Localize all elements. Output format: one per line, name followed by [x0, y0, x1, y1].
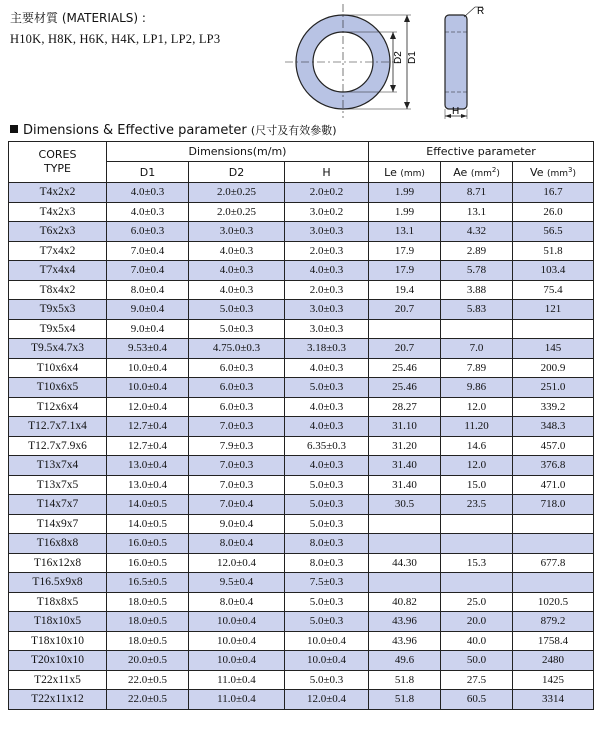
cell-ae: 7.89: [441, 358, 513, 378]
table-row: [9, 670, 594, 690]
cell-d2: 9.5±0.4: [189, 573, 285, 593]
cell-type: T18x8x5: [9, 592, 107, 612]
cell-d1: 8.0±0.4: [107, 280, 189, 300]
cell-d2: 10.0±0.4: [189, 631, 285, 651]
cell-d2: 12.0±0.4: [189, 553, 285, 573]
cell-d1: 13.0±0.4: [107, 475, 189, 495]
cell-d2: 2.0±0.25: [189, 202, 285, 222]
cell-ve: 200.9: [513, 358, 594, 378]
cell-d2: 9.0±0.4: [189, 514, 285, 534]
cell-d1: 20.0±0.5: [107, 651, 189, 671]
header-dimensions: Dimensions(m/m): [107, 142, 369, 162]
materials-list: H10K, H8K, H6K, H4K, LP1, LP2, LP3: [10, 32, 221, 46]
cell-d1: 7.0±0.4: [107, 261, 189, 281]
cell-le: 44.30: [369, 553, 441, 573]
table-row: [9, 378, 594, 398]
cell-d1: 14.0±0.5: [107, 495, 189, 515]
cell-le: 1.99: [369, 202, 441, 222]
cell-d2: 6.0±0.3: [189, 378, 285, 398]
cell-h: 4.0±0.3: [285, 397, 369, 417]
cell-ae: 2.89: [441, 241, 513, 261]
cell-type: T22x11x12: [9, 690, 107, 710]
cell-ae: 4.32: [441, 222, 513, 242]
cell-type: T18x10x10: [9, 631, 107, 651]
cell-type: T9x5x4: [9, 319, 107, 339]
cell-h: 3.0±0.3: [285, 222, 369, 242]
cell-h: 8.0±0.3: [285, 553, 369, 573]
table-row: [9, 553, 594, 573]
cell-h: 4.0±0.3: [285, 456, 369, 476]
cell-ae: 9.86: [441, 378, 513, 398]
header-row-groups: [9, 142, 594, 162]
table-row: [9, 495, 594, 515]
cell-h: 4.0±0.3: [285, 417, 369, 437]
cell-ae: 3.88: [441, 280, 513, 300]
cell-ae: 13.1: [441, 202, 513, 222]
cell-d1: 18.0±0.5: [107, 592, 189, 612]
cell-d1: 12.7±0.4: [107, 436, 189, 456]
cell-type: T9x5x3: [9, 300, 107, 320]
cell-ve: 339.2: [513, 397, 594, 417]
cell-d2: 6.0±0.3: [189, 358, 285, 378]
cell-le: [369, 573, 441, 593]
cell-type: T16.5x9x8: [9, 573, 107, 593]
cell-d2: 6.0±0.3: [189, 397, 285, 417]
cell-le: 20.7: [369, 339, 441, 359]
cell-type: T10x6x5: [9, 378, 107, 398]
cell-type: T7x4x2: [9, 241, 107, 261]
cell-type: T12.7x7.9x6: [9, 436, 107, 456]
table-row: [9, 514, 594, 534]
table-row: [9, 319, 594, 339]
cell-h: 3.18±0.3: [285, 339, 369, 359]
cell-type: T4x2x2: [9, 183, 107, 203]
cell-h: 2.0±0.3: [285, 280, 369, 300]
cell-ve: 56.5: [513, 222, 594, 242]
cell-h: 2.0±0.2: [285, 183, 369, 203]
cell-le: 43.96: [369, 631, 441, 651]
table-row: [9, 456, 594, 476]
cell-d1: 4.0±0.3: [107, 202, 189, 222]
cell-d1: 14.0±0.5: [107, 514, 189, 534]
cell-h: 5.0±0.3: [285, 514, 369, 534]
cell-d1: 12.0±0.4: [107, 397, 189, 417]
cell-type: T16x8x8: [9, 534, 107, 554]
cell-h: 4.0±0.3: [285, 358, 369, 378]
cell-le: 31.40: [369, 456, 441, 476]
cell-type: T14x7x7: [9, 495, 107, 515]
cell-le: 30.5: [369, 495, 441, 515]
cell-d1: 12.7±0.4: [107, 417, 189, 437]
cell-le: 28.27: [369, 397, 441, 417]
cell-d1: 18.0±0.5: [107, 631, 189, 651]
table-row: [9, 280, 594, 300]
cell-d1: 16.0±0.5: [107, 534, 189, 554]
cell-d2: 7.0±0.3: [189, 475, 285, 495]
ring-side-view: [445, 7, 483, 119]
cell-ve: 1758.4: [513, 631, 594, 651]
cell-d1: 22.0±0.5: [107, 670, 189, 690]
cell-ae: [441, 534, 513, 554]
table-row: [9, 475, 594, 495]
cell-type: T13x7x5: [9, 475, 107, 495]
cell-ve: 26.0: [513, 202, 594, 222]
cell-d1: 9.53±0.4: [107, 339, 189, 359]
cell-d1: 16.0±0.5: [107, 553, 189, 573]
section-title: [10, 122, 337, 138]
cell-d1: 16.5±0.5: [107, 573, 189, 593]
cell-d1: 9.0±0.4: [107, 300, 189, 320]
cell-type: T8x4x2: [9, 280, 107, 300]
cell-ve: [513, 573, 594, 593]
cell-ve: 16.7: [513, 183, 594, 203]
cell-h: 5.0±0.3: [285, 378, 369, 398]
cell-d2: 10.0±0.4: [189, 651, 285, 671]
section-subtitle-cn: (尺寸及有效參數): [250, 124, 337, 137]
cell-type: T6x2x3: [9, 222, 107, 242]
materials-block: [10, 8, 220, 50]
table-row: [9, 202, 594, 222]
cell-type: T16x12x8: [9, 553, 107, 573]
label-d1: D1: [407, 51, 418, 64]
cell-d1: 10.0±0.4: [107, 378, 189, 398]
cell-d2: 5.0±0.3: [189, 300, 285, 320]
cell-ve: 2480: [513, 651, 594, 671]
cell-d2: 3.0±0.3: [189, 222, 285, 242]
cell-type: T7x4x4: [9, 261, 107, 281]
cell-ve: 1425: [513, 670, 594, 690]
table-row: [9, 592, 594, 612]
cell-ve: 103.4: [513, 261, 594, 281]
table-row: [9, 436, 594, 456]
cell-ae: 60.5: [441, 690, 513, 710]
cell-type: T12x6x4: [9, 397, 107, 417]
cell-ve: 3314: [513, 690, 594, 710]
cell-le: 43.96: [369, 612, 441, 632]
header-h: H: [285, 162, 369, 183]
cell-ve: 457.0: [513, 436, 594, 456]
header-cores-type: CORES TYPE: [9, 142, 107, 183]
table-row: [9, 417, 594, 437]
header-d2: D2: [189, 162, 285, 183]
cell-ve: 677.8: [513, 553, 594, 573]
cell-h: 12.0±0.4: [285, 690, 369, 710]
header-d1: D1: [107, 162, 189, 183]
cell-ve: 879.2: [513, 612, 594, 632]
cell-le: 19.4: [369, 280, 441, 300]
label-r: R: [477, 6, 485, 17]
cell-le: [369, 319, 441, 339]
cell-type: T20x10x10: [9, 651, 107, 671]
cell-ae: 15.3: [441, 553, 513, 573]
cell-le: 25.46: [369, 358, 441, 378]
cell-h: 2.0±0.3: [285, 241, 369, 261]
header-le: Le (mm): [369, 162, 441, 183]
cell-h: 3.0±0.3: [285, 300, 369, 320]
cell-type: T4x2x3: [9, 202, 107, 222]
cell-d2: 11.0±0.4: [189, 670, 285, 690]
cell-h: 7.5±0.3: [285, 573, 369, 593]
cell-type: T13x7x4: [9, 456, 107, 476]
table-row: [9, 222, 594, 242]
table-row: [9, 261, 594, 281]
label-h: H: [452, 106, 460, 117]
cell-ae: [441, 514, 513, 534]
cell-d1: 9.0±0.4: [107, 319, 189, 339]
cell-h: 5.0±0.3: [285, 612, 369, 632]
cell-le: 51.8: [369, 670, 441, 690]
cell-ve: 1020.5: [513, 592, 594, 612]
cell-ve: [513, 319, 594, 339]
ring-front-view: [285, 4, 399, 118]
cell-ae: 5.83: [441, 300, 513, 320]
cell-ve: 471.0: [513, 475, 594, 495]
cell-ae: 27.5: [441, 670, 513, 690]
cell-type: T14x9x7: [9, 514, 107, 534]
table-row: [9, 339, 594, 359]
cell-le: 49.6: [369, 651, 441, 671]
cell-le: 13.1: [369, 222, 441, 242]
cell-d1: 4.0±0.3: [107, 183, 189, 203]
table-row: [9, 358, 594, 378]
cell-h: 5.0±0.3: [285, 475, 369, 495]
cell-d1: 6.0±0.3: [107, 222, 189, 242]
table-body: [9, 183, 594, 710]
cell-h: 4.0±0.3: [285, 261, 369, 281]
cell-le: 31.40: [369, 475, 441, 495]
cell-d2: 2.0±0.25: [189, 183, 285, 203]
cell-d2: 4.0±0.3: [189, 261, 285, 281]
cell-le: [369, 534, 441, 554]
cell-ve: 251.0: [513, 378, 594, 398]
cell-ae: 12.0: [441, 397, 513, 417]
cell-ae: 50.0: [441, 651, 513, 671]
section-title-text: Dimensions & Effective parameter: [23, 123, 247, 138]
cell-h: 3.0±0.3: [285, 319, 369, 339]
cell-type: T9.5x4.7x3: [9, 339, 107, 359]
cell-le: 17.9: [369, 241, 441, 261]
cell-d1: 7.0±0.4: [107, 241, 189, 261]
table-row: [9, 300, 594, 320]
table-row: [9, 241, 594, 261]
cell-ae: [441, 319, 513, 339]
cell-d2: 5.0±0.3: [189, 319, 285, 339]
cell-d1: 18.0±0.5: [107, 612, 189, 632]
cell-d2: 4.0±0.3: [189, 280, 285, 300]
header-ve: Ve $(mm^3)$: [513, 162, 594, 183]
cell-d1: 13.0±0.4: [107, 456, 189, 476]
cell-le: 20.7: [369, 300, 441, 320]
cell-le: 17.9: [369, 261, 441, 281]
header-effective: Effective parameter: [369, 142, 594, 162]
cell-d1: 22.0±0.5: [107, 690, 189, 710]
cell-ve: [513, 534, 594, 554]
cell-type: T10x6x4: [9, 358, 107, 378]
cell-d1: 10.0±0.4: [107, 358, 189, 378]
table-row: [9, 397, 594, 417]
cell-ae: 23.5: [441, 495, 513, 515]
cell-h: 3.0±0.2: [285, 202, 369, 222]
cell-ae: 11.20: [441, 417, 513, 437]
cell-type: T12.7x7.1x4: [9, 417, 107, 437]
cell-le: 25.46: [369, 378, 441, 398]
cell-d2: 7.0±0.3: [189, 456, 285, 476]
materials-title: 主要材質 (MATERIALS) :: [10, 11, 146, 25]
cell-le: 40.82: [369, 592, 441, 612]
table-row: [9, 690, 594, 710]
cell-ve: 51.8: [513, 241, 594, 261]
cell-ve: 718.0: [513, 495, 594, 515]
cell-d2: 7.9±0.3: [189, 436, 285, 456]
cell-d2: 7.0±0.3: [189, 417, 285, 437]
cell-type: T22x11x5: [9, 670, 107, 690]
cell-ae: 12.0: [441, 456, 513, 476]
header-ae: Ae $(mm^2)$: [441, 162, 513, 183]
cell-h: 10.0±0.4: [285, 631, 369, 651]
cell-d2: 10.0±0.4: [189, 612, 285, 632]
cell-ae: 15.0: [441, 475, 513, 495]
cell-d2: 8.0±0.4: [189, 534, 285, 554]
cell-ae: 7.0: [441, 339, 513, 359]
table-row: [9, 183, 594, 203]
cell-ve: 348.3: [513, 417, 594, 437]
cell-le: 1.99: [369, 183, 441, 203]
cell-h: 10.0±0.4: [285, 651, 369, 671]
toroid-core-drawing: [285, 2, 595, 120]
cell-ve: [513, 514, 594, 534]
cell-ae: 40.0: [441, 631, 513, 651]
cell-ae: 14.6: [441, 436, 513, 456]
cell-h: 6.35±0.3: [285, 436, 369, 456]
cell-type: T18x10x5: [9, 612, 107, 632]
label-d2: D2: [393, 51, 404, 64]
cell-h: 5.0±0.3: [285, 670, 369, 690]
cell-d2: 7.0±0.4: [189, 495, 285, 515]
cell-ae: 8.71: [441, 183, 513, 203]
cell-ae: [441, 573, 513, 593]
cell-h: 8.0±0.3: [285, 534, 369, 554]
cell-d2: 11.0±0.4: [189, 690, 285, 710]
square-bullet-icon: [10, 125, 18, 133]
table-row: [9, 631, 594, 651]
cell-d2: 4.0±0.3: [189, 241, 285, 261]
cell-h: 5.0±0.3: [285, 495, 369, 515]
cell-ve: 75.4: [513, 280, 594, 300]
cell-d2: 4.75.0±0.3: [189, 339, 285, 359]
dimensions-parameter-table: [8, 141, 594, 710]
table-row: [9, 573, 594, 593]
cell-le: 31.20: [369, 436, 441, 456]
cell-ve: 121: [513, 300, 594, 320]
cell-le: 51.8: [369, 690, 441, 710]
cell-le: [369, 514, 441, 534]
cell-d2: 8.0±0.4: [189, 592, 285, 612]
table-row: [9, 534, 594, 554]
cell-h: 5.0±0.3: [285, 592, 369, 612]
cell-ae: 5.78: [441, 261, 513, 281]
table-row: [9, 651, 594, 671]
cell-ve: 376.8: [513, 456, 594, 476]
cell-ve: 145: [513, 339, 594, 359]
table-row: [9, 612, 594, 632]
cell-le: 31.10: [369, 417, 441, 437]
cell-ae: 20.0: [441, 612, 513, 632]
cell-ae: 25.0: [441, 592, 513, 612]
